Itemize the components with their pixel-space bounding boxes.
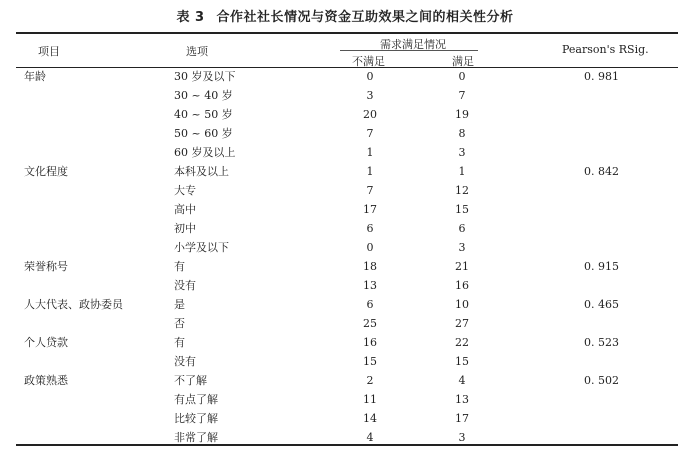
row-option: 比较了解 xyxy=(174,412,218,425)
row-not-satisfied-count: 4 xyxy=(366,431,374,444)
row-option: 是 xyxy=(174,298,185,311)
row-not-satisfied-count: 7 xyxy=(366,184,374,197)
row-satisfied-count: 7 xyxy=(458,89,466,102)
header-pearson-sig: Pearson's RSig. xyxy=(562,43,649,56)
row-pearson-sig: 0. 981 xyxy=(584,70,619,83)
row-option: 40 ~ 50 岁 xyxy=(174,108,233,121)
row-not-satisfied-count: 25 xyxy=(363,317,377,330)
row-option: 初中 xyxy=(174,222,196,235)
row-satisfied-count: 0 xyxy=(458,70,466,83)
header-not-satisfied: 不满足 xyxy=(352,55,385,68)
row-satisfied-count: 16 xyxy=(455,279,469,292)
row-item-label: 荣誉称号 xyxy=(24,260,68,273)
row-option: 高中 xyxy=(174,203,196,216)
table-title: 合作社社长情况与资金互助效果之间的相关性分析 xyxy=(216,10,514,25)
row-option: 没有 xyxy=(174,279,196,292)
row-item-label: 文化程度 xyxy=(24,165,68,178)
row-not-satisfied-count: 0 xyxy=(366,70,374,83)
row-option: 小学及以下 xyxy=(174,241,229,254)
row-option: 30 岁及以下 xyxy=(174,70,236,83)
row-satisfied-count: 12 xyxy=(455,184,469,197)
row-satisfied-count: 19 xyxy=(455,108,469,121)
row-not-satisfied-count: 7 xyxy=(366,127,374,140)
row-pearson-sig: 0. 502 xyxy=(584,374,619,387)
row-satisfied-count: 3 xyxy=(458,241,466,254)
header-satisfied: 满足 xyxy=(452,55,474,68)
row-item-label: 个人贷款 xyxy=(24,336,68,349)
row-not-satisfied-count: 15 xyxy=(363,355,377,368)
row-not-satisfied-count: 1 xyxy=(366,165,374,178)
table-caption xyxy=(0,6,690,25)
row-not-satisfied-count: 2 xyxy=(366,374,374,387)
row-satisfied-count: 17 xyxy=(455,412,469,425)
row-option: 30 ~ 40 岁 xyxy=(174,89,233,102)
row-option: 本科及以上 xyxy=(174,165,229,178)
row-item-label: 年龄 xyxy=(24,70,46,83)
row-satisfied-count: 6 xyxy=(458,222,466,235)
row-pearson-sig: 0. 465 xyxy=(584,298,619,311)
row-option: 没有 xyxy=(174,355,196,368)
row-not-satisfied-count: 14 xyxy=(363,412,377,425)
row-option: 大专 xyxy=(174,184,196,197)
row-pearson-sig: 0. 915 xyxy=(584,260,619,273)
row-satisfied-count: 15 xyxy=(455,203,469,216)
row-option: 非常了解 xyxy=(174,431,218,444)
row-not-satisfied-count: 0 xyxy=(366,241,374,254)
row-satisfied-count: 22 xyxy=(455,336,469,349)
row-option: 有 xyxy=(174,260,185,273)
row-option: 有 xyxy=(174,336,185,349)
row-satisfied-count: 4 xyxy=(458,374,466,387)
row-item-label: 政策熟悉 xyxy=(24,374,68,387)
row-option: 60 岁及以上 xyxy=(174,146,236,159)
row-satisfied-count: 15 xyxy=(455,355,469,368)
row-option: 不了解 xyxy=(174,374,207,387)
row-not-satisfied-count: 6 xyxy=(366,222,374,235)
header-option: 选项 xyxy=(186,45,208,58)
row-not-satisfied-count: 13 xyxy=(363,279,377,292)
row-satisfied-count: 21 xyxy=(455,260,469,273)
row-not-satisfied-count: 11 xyxy=(363,393,377,406)
row-satisfied-count: 1 xyxy=(458,165,466,178)
row-not-satisfied-count: 20 xyxy=(363,108,377,121)
top-rule xyxy=(16,32,678,34)
row-satisfied-count: 3 xyxy=(458,146,466,159)
header-item: 项目 xyxy=(38,45,60,58)
row-option: 有点了解 xyxy=(174,393,218,406)
row-not-satisfied-count: 17 xyxy=(363,203,377,216)
row-item-label: 人大代表、政协委员 xyxy=(24,298,123,311)
row-satisfied-count: 13 xyxy=(455,393,469,406)
row-satisfied-count: 10 xyxy=(455,298,469,311)
header-rule xyxy=(16,67,678,68)
header-need-satisfaction: 需求满足情况 xyxy=(380,38,446,51)
row-satisfied-count: 27 xyxy=(455,317,469,330)
row-not-satisfied-count: 3 xyxy=(366,89,374,102)
row-option: 50 ~ 60 岁 xyxy=(174,127,233,140)
row-not-satisfied-count: 1 xyxy=(366,146,374,159)
row-satisfied-count: 8 xyxy=(458,127,466,140)
row-not-satisfied-count: 6 xyxy=(366,298,374,311)
row-pearson-sig: 0. 523 xyxy=(584,336,619,349)
row-option: 否 xyxy=(174,317,185,330)
row-satisfied-count: 3 xyxy=(458,431,466,444)
row-pearson-sig: 0. 842 xyxy=(584,165,619,178)
table-number: 表 3 xyxy=(176,10,205,25)
row-not-satisfied-count: 16 xyxy=(363,336,377,349)
row-not-satisfied-count: 18 xyxy=(363,260,377,273)
